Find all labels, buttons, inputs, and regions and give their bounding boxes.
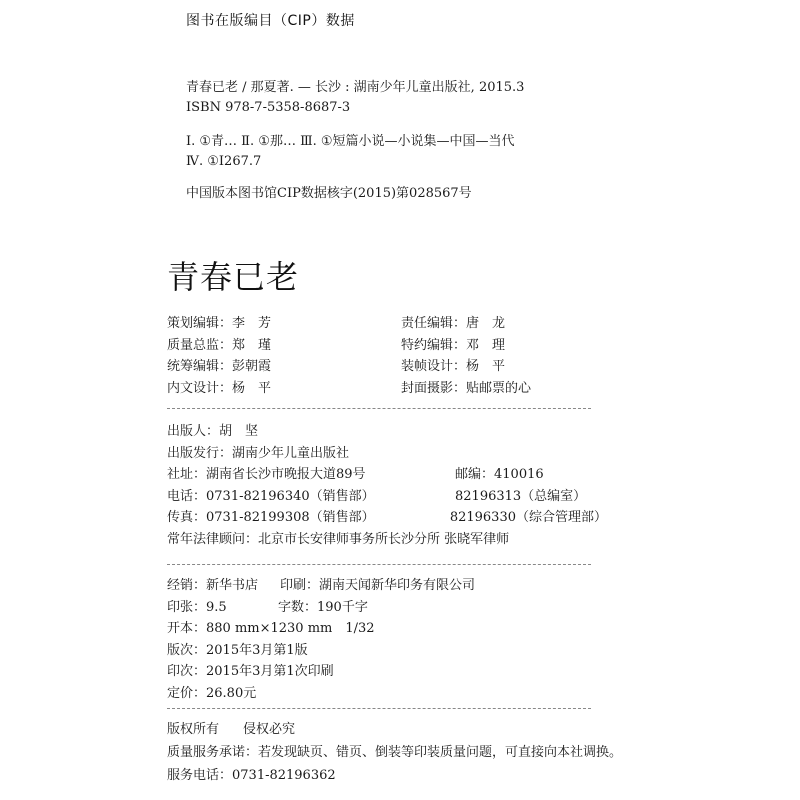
credit-row <box>167 334 607 356</box>
publisher-fax: 传真：0731-82199308（销售部） <box>167 510 375 525</box>
fax-row <box>167 506 607 528</box>
cip-number: 中国版本图书馆CIP数据核字(2015)第028567号 <box>186 186 472 201</box>
book-format: 开本：880 mm×1230 mm 1/32 <box>167 621 375 636</box>
publisher-issuer: 出版发行：湖南少年儿童出版社 <box>167 445 350 461</box>
publisher-phone-2: 82196313（总编室） <box>455 488 587 504</box>
printing-block <box>167 574 607 703</box>
publisher-fax-2: 82196330（综合管理部） <box>449 510 607 525</box>
credit-row <box>167 355 607 377</box>
cip-title-line: 青春已老 / 那夏著. — 长沙 : 湖南少年儿童出版社, 2015.3 <box>186 80 525 95</box>
sheets-row <box>167 596 607 618</box>
publisher-block <box>167 420 607 549</box>
credit-left: 质量总监：郑 瑾 <box>167 337 272 353</box>
rights-block <box>167 718 667 787</box>
seller-row <box>167 574 607 596</box>
seller: 经销：新华书店 <box>167 578 259 593</box>
service-phone: 服务电话：0731-82196362 <box>167 768 336 783</box>
quality-promise: 质量服务承诺：若发现缺页、错页、倒装等印装质量问题，可直接向本社调换。 <box>167 745 623 760</box>
book-title: 青春已老 <box>167 258 300 296</box>
edition: 版次：2015年3月第1版 <box>167 642 308 658</box>
impression: 印次：2015年3月第1次印刷 <box>167 664 334 679</box>
credit-right: 封面摄影：贴邮票的心 <box>401 380 532 396</box>
divider <box>167 708 591 709</box>
publisher-phone: 电话：0731-82196340（销售部） <box>167 488 375 504</box>
all-rights-reserved: 版权所有 <box>167 722 220 737</box>
legal-counsel: 常年法律顾问：北京市长安律师事务所长沙分所 张晓军律师 <box>167 531 510 547</box>
cip-header: 图书在版编目（CIP）数据 <box>186 13 355 29</box>
credits-block <box>167 312 607 398</box>
publisher-person: 出版人：胡 坚 <box>167 424 259 439</box>
printer: 印刷：湖南天闻新华印务有限公司 <box>280 578 476 593</box>
credit-row <box>167 312 607 334</box>
piracy-warning: 侵权必究 <box>243 722 296 737</box>
publisher-address: 社址：湖南省长沙市晚报大道89号 <box>167 467 366 482</box>
credit-left: 策划编辑：李 芳 <box>167 316 272 331</box>
credit-row <box>167 377 607 399</box>
credit-right: 装帧设计：杨 平 <box>401 359 506 374</box>
credit-left: 内文设计：杨 平 <box>167 380 272 396</box>
credit-left: 统筹编辑：彭朝霞 <box>167 359 272 374</box>
cip-isbn-line: ISBN 978-7-5358-8687-3 <box>186 100 351 115</box>
publisher-postcode: 邮编：410016 <box>455 467 544 482</box>
cip-gap <box>186 118 524 132</box>
divider <box>167 408 591 409</box>
credit-right: 特约编辑：邓 理 <box>401 337 506 353</box>
word-count: 字数：190千字 <box>278 599 368 615</box>
divider <box>167 564 591 565</box>
rights-row <box>167 718 667 741</box>
credit-right: 责任编辑：唐 龙 <box>401 316 506 331</box>
cip-class-line-1: Ⅰ. ①青… Ⅱ. ①那… Ⅲ. ①短篇小说—小说集—中国—当代 <box>186 134 515 149</box>
phone-row <box>167 485 607 507</box>
address-row <box>167 463 607 485</box>
cip-block <box>186 78 524 172</box>
cip-class-line-2: Ⅳ. ①I267.7 <box>186 154 262 169</box>
price: 定价：26.80元 <box>167 685 257 701</box>
print-sheets: 印张：9.5 <box>167 599 227 615</box>
